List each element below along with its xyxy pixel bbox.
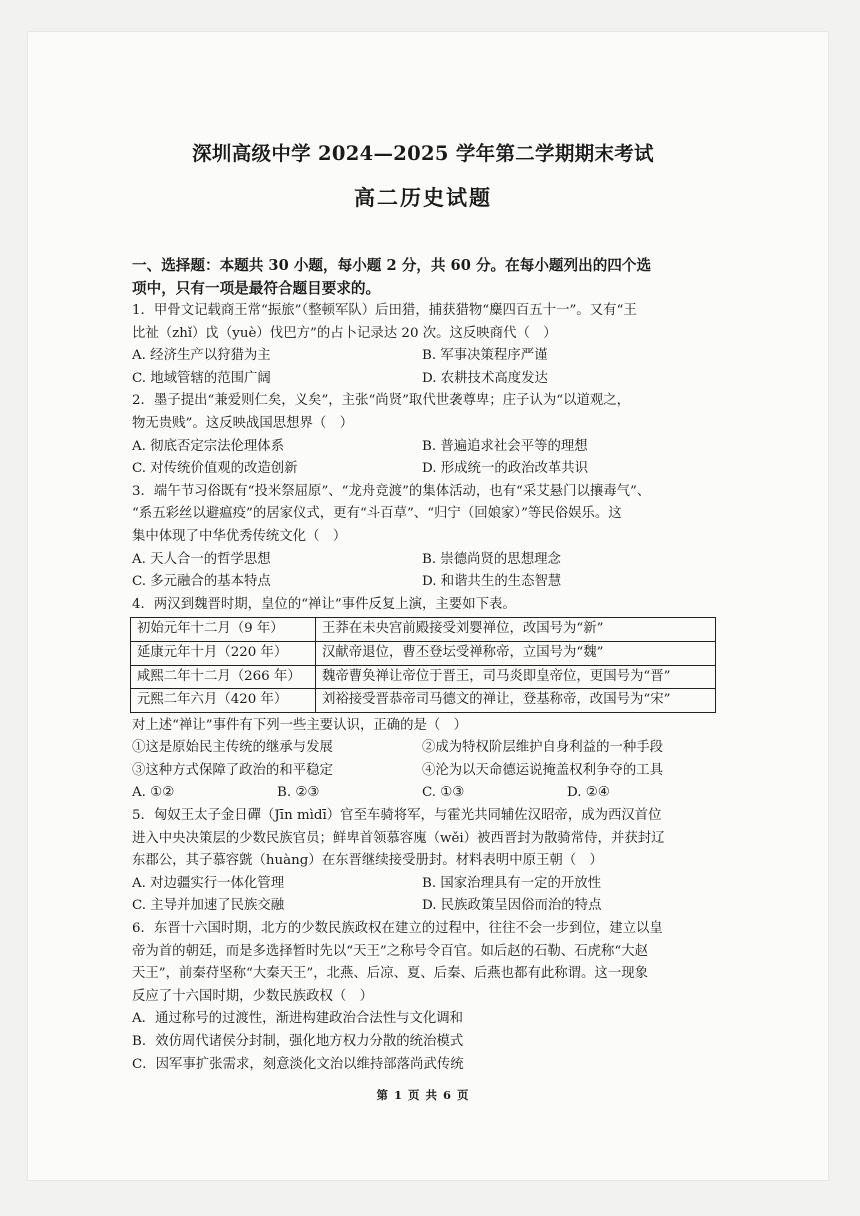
option-a: A. 经济生产以狩猎为主 xyxy=(132,348,271,364)
statement-3: ③这种方式保障了政治的和平稳定 xyxy=(132,762,333,778)
question-stem-line: 进入中央决策层的少数民族官员；鲜卑首领慕容廆（wěi）被西晋封为散骑常侍，并获封辽 xyxy=(132,830,665,846)
option-row xyxy=(132,436,714,459)
option-b: B. ②③ xyxy=(277,785,320,801)
option-a: A. ①② xyxy=(132,785,175,801)
question-3 xyxy=(132,481,714,594)
option-b: B. 崇德尚贤的思想理念 xyxy=(422,551,561,567)
question-stem-line: 5．匈奴王太子金日磾（Jīn mìdī）官至车骑将军，与霍光共同辅佐汉昭帝，成为西汉首位 xyxy=(132,808,662,824)
option-row xyxy=(132,782,714,805)
option-c: C. 地域管辖的范围广阔 xyxy=(132,370,271,386)
statement-4: ④沦为以天命德运说掩盖权利争夺的工具 xyxy=(422,762,664,778)
table-cell-event: 魏帝曹奂禅让帝位于晋王，司马炎即皇帝位，更国号为“晋” xyxy=(316,665,716,689)
option-c: C. ①③ xyxy=(422,785,465,801)
question-stem-line: 2．墨子提出“兼爱则仁矣，义矣”，主张“尚贤”取代世袭尊卑；庄子认为“以道观之， xyxy=(132,393,631,409)
question-6 xyxy=(132,918,714,1076)
question-stem-line: “系五彩丝以避瘟疫”的居家仪式，更有“斗百草”、“归宁（回娘家）”等民俗娱乐。这 xyxy=(132,506,622,522)
statement-2: ②成为特权阶层维护自身利益的一种手段 xyxy=(422,740,664,756)
option-d: D. 农耕技术高度发达 xyxy=(422,370,548,386)
question-stem-line: 比祉（zhǐ）戉（yuè）伐巴方”的占卜记录达 20 次。这反映商代（ ） xyxy=(132,325,557,341)
question-stem-line: 6．东晋十六国时期，北方的少数民族政权在建立的过程中，往往不会一步到位，建立以皇 xyxy=(132,921,663,937)
table-row xyxy=(131,641,716,665)
statement-row xyxy=(132,760,714,783)
question-2 xyxy=(132,390,714,480)
option-row xyxy=(132,549,714,572)
question-stem-line: 4．两汉到魏晋时期，皇位的“禅让”事件反复上演，主要如下表。 xyxy=(132,596,516,612)
section-heading xyxy=(132,254,714,300)
section-heading-line: 一、选择题：本题共 30 小题，每小题 2 分，共 60 分。在每小题列出的四个选 xyxy=(132,257,652,274)
option-row xyxy=(132,368,714,391)
option-d: D. ②④ xyxy=(567,785,610,801)
question-1 xyxy=(132,300,714,390)
option-row xyxy=(132,571,714,594)
question-stem-line: 3．端午节习俗既有“投米祭屈原”、“龙舟竞渡”的集体活动，也有“采艾悬门以攘毒气”、 xyxy=(132,483,651,499)
table-cell-event: 王莽在未央宫前殿接受刘婴禅位，改国号为“新” xyxy=(316,618,716,642)
statement-1: ①这是原始民主传统的继承与发展 xyxy=(132,740,333,756)
option-row xyxy=(132,895,714,918)
option-b: B. 普遍追求社会平等的理想 xyxy=(422,438,588,454)
option-b: B．效仿周代诸侯分封制，强化地方权力分散的统治模式 xyxy=(132,1034,464,1049)
option-c: C．因军事扩张需求，刻意淡化文治以维持部落尚武传统 xyxy=(132,1056,464,1072)
option-b: B. 国家治理具有一定的开放性 xyxy=(422,875,602,891)
table-cell-date: 咸熙二年十二月（266 年） xyxy=(131,665,316,689)
table-cell-event: 汉献帝退位，曹丕登坛受禅称帝，立国号为“魏” xyxy=(316,641,716,665)
option-c: C. 多元融合的基本特点 xyxy=(132,574,271,590)
option-row xyxy=(132,873,714,896)
section-heading-line: 项中，只有一项是最符合题目要求的。 xyxy=(132,280,381,297)
option-d: D. 民族政策呈因俗而治的特点 xyxy=(422,898,602,914)
question-5 xyxy=(132,805,714,918)
table-row xyxy=(131,618,716,642)
question-stem-line: 集中体现了中华优秀传统文化（ ） xyxy=(132,528,347,544)
option-a: A. 天人合一的哲学思想 xyxy=(132,551,271,567)
exam-page xyxy=(28,32,828,1180)
exam-subtitle: 高二历史试题 xyxy=(354,185,492,210)
question-stem-line: 帝为首的朝廷，而是多选择暂时先以“天王”之称号令百官。如后赵的石勒、石虎称“大赵 xyxy=(132,943,648,959)
question-stem-line: 1．甲骨文记载商王常“振旅”（整顿军队）后田猎，捕获猎物“麋四百五十一”。又有“王 xyxy=(132,303,637,318)
question-stem-line: 天王”，前秦苻坚称“大秦天王”，北燕、后凉、夏、后秦、后燕也都有此称谓。这一现象 xyxy=(132,966,648,982)
option-row xyxy=(132,345,714,368)
option-c: C. 主导并加速了民族交融 xyxy=(132,898,285,914)
question-stem-line: 对上述“禅让”事件有下列一些主要认识，正确的是（ ） xyxy=(132,717,468,733)
table-cell-date: 延康元年十月（220 年） xyxy=(131,641,316,665)
option-d: D. 和谐共生的生态智慧 xyxy=(422,574,562,590)
table-row xyxy=(131,689,716,713)
table-cell-event: 刘裕接受晋恭帝司马德文的禅让，登基称帝，改国号为“宋” xyxy=(316,689,716,713)
question-stem-line: 物无贵贱”。这反映战国思想界（ ） xyxy=(132,415,354,431)
question-stem-line: 东郡公，其子慕容皝（huàng）在东晋继续接受册封。材料表明中原王朝（ ） xyxy=(132,853,603,869)
table-cell-date: 元熙二年六月（420 年） xyxy=(131,689,316,713)
question-4 xyxy=(132,594,714,805)
option-a: A. 对边疆实行一体化管理 xyxy=(132,875,285,891)
option-d: D. 形成统一的政治改革共识 xyxy=(422,461,589,477)
question-stem-line: 反应了十六国时期，少数民族政权（ ） xyxy=(132,988,374,1004)
option-a: A. 彻底否定宗法伦理体系 xyxy=(132,438,285,454)
table-cell-date: 初始元年十二月（9 年） xyxy=(131,618,316,642)
statement-row xyxy=(132,737,714,760)
option-row xyxy=(132,458,714,481)
shanrang-table xyxy=(130,617,716,712)
question-body xyxy=(132,254,714,1076)
page-footer: 第 1 页 共 6 页 xyxy=(376,1088,470,1102)
option-c: C. 对传统价值观的改造创新 xyxy=(132,461,298,477)
table-row xyxy=(131,665,716,689)
option-a: A．通过称号的过渡性，渐进构建政治合法性与文化调和 xyxy=(132,1011,464,1027)
option-b: B. 军事决策程序严谨 xyxy=(422,348,548,364)
exam-title: 深圳高级中学 2024—2025 学年第二学期期末考试 xyxy=(192,142,654,165)
